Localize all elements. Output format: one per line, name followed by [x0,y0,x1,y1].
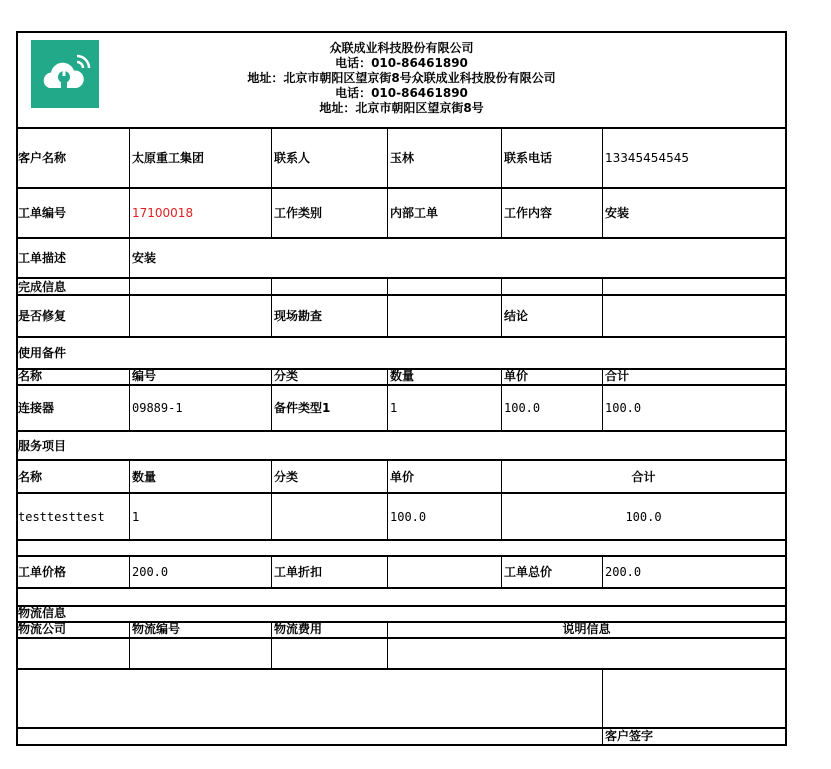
parts-header-category: 分类 [274,369,299,383]
parts-row-category: 备件类型1 [274,401,331,415]
completion-label: 完成信息 [18,279,67,294]
parts-row-code: 09889-1 [132,401,183,415]
desc-value: 安装 [132,251,157,265]
order-no-label: 工单编号 [18,206,67,220]
contact-value: 玉林 [390,151,415,165]
border-bottom [16,744,787,746]
conclusion-label: 结论 [504,309,529,323]
company-address: 地址：北京市朝阳区望京街8号众联成业科技股份有限公司 [247,71,556,85]
services-row-price: 100.0 [390,509,427,524]
col-rule [602,277,603,336]
parts-header-name: 名称 [18,369,43,383]
parts-row-name: 连接器 [18,401,55,415]
services-row-name: testtesttest [18,509,105,524]
order-no-value: 17100018 [132,206,194,220]
work-content-label: 工作内容 [504,206,553,220]
rule [16,637,787,639]
rule [16,668,787,670]
parts-row-total: 100.0 [605,401,642,415]
company-header [16,41,787,116]
price-value: 200.0 [132,565,169,579]
work-content-value: 安装 [605,206,630,220]
repaired-label: 是否修复 [18,309,67,323]
total-value: 200.0 [605,565,642,579]
services-row-qty: 1 [132,509,140,524]
logistics-note-label: 说明信息 [562,622,611,636]
customer-label: 客户名称 [18,151,67,165]
parts-row-qty: 1 [390,401,398,415]
services-header-price: 单价 [390,469,415,484]
services-header-qty: 数量 [132,469,157,484]
border-top [16,31,787,33]
parts-header-price: 单价 [504,369,529,383]
company-name: 众联成业科技股份有限公司 [329,41,474,55]
discount-label: 工单折扣 [274,565,323,579]
company-phone-2: 电话：010-86461890 [335,86,468,100]
rule [16,294,787,296]
desc-label: 工单描述 [18,251,67,265]
contact-label: 联系人 [274,151,311,165]
phone-label: 联系电话 [504,151,553,165]
logistics-company-label: 物流公司 [18,622,67,636]
survey-label: 现场勘查 [274,309,323,323]
logistics-section-title: 物流信息 [18,606,67,620]
services-section-title: 服务项目 [18,438,67,453]
signature-label: 客户签字 [605,729,654,743]
phone-value: 13345454545 [605,151,689,165]
services-row-category [272,494,387,539]
parts-row-price: 100.0 [504,401,541,415]
work-type-label: 工作类别 [274,206,323,220]
total-label: 工单总价 [504,565,553,579]
company-phone: 电话：010-86461890 [335,56,468,70]
rule [16,539,787,541]
rule [16,587,787,589]
services-header-total: 合计 [631,469,656,484]
logistics-fee-label: 物流费用 [274,622,323,636]
company-address-2: 地址：北京市朝阳区望京街8号 [319,101,484,115]
services-header-category: 分类 [274,469,299,484]
customer-value: 太原重工集团 [132,151,205,165]
parts-header-total: 合计 [605,369,630,383]
rule [16,277,787,279]
price-label: 工单价格 [18,565,67,579]
col-rule [129,277,130,336]
services-row-total: 100.0 [625,509,662,524]
parts-header-code: 编号 [132,369,157,383]
col-rule [387,277,388,336]
parts-header-qty: 数量 [390,369,415,383]
logistics-number-label: 物流编号 [132,622,181,636]
parts-section-title: 使用备件 [18,346,67,360]
work-order-sheet [16,31,787,746]
services-header-name: 名称 [18,469,43,484]
col-rule [387,555,388,587]
work-type-value: 内部工单 [390,206,439,220]
